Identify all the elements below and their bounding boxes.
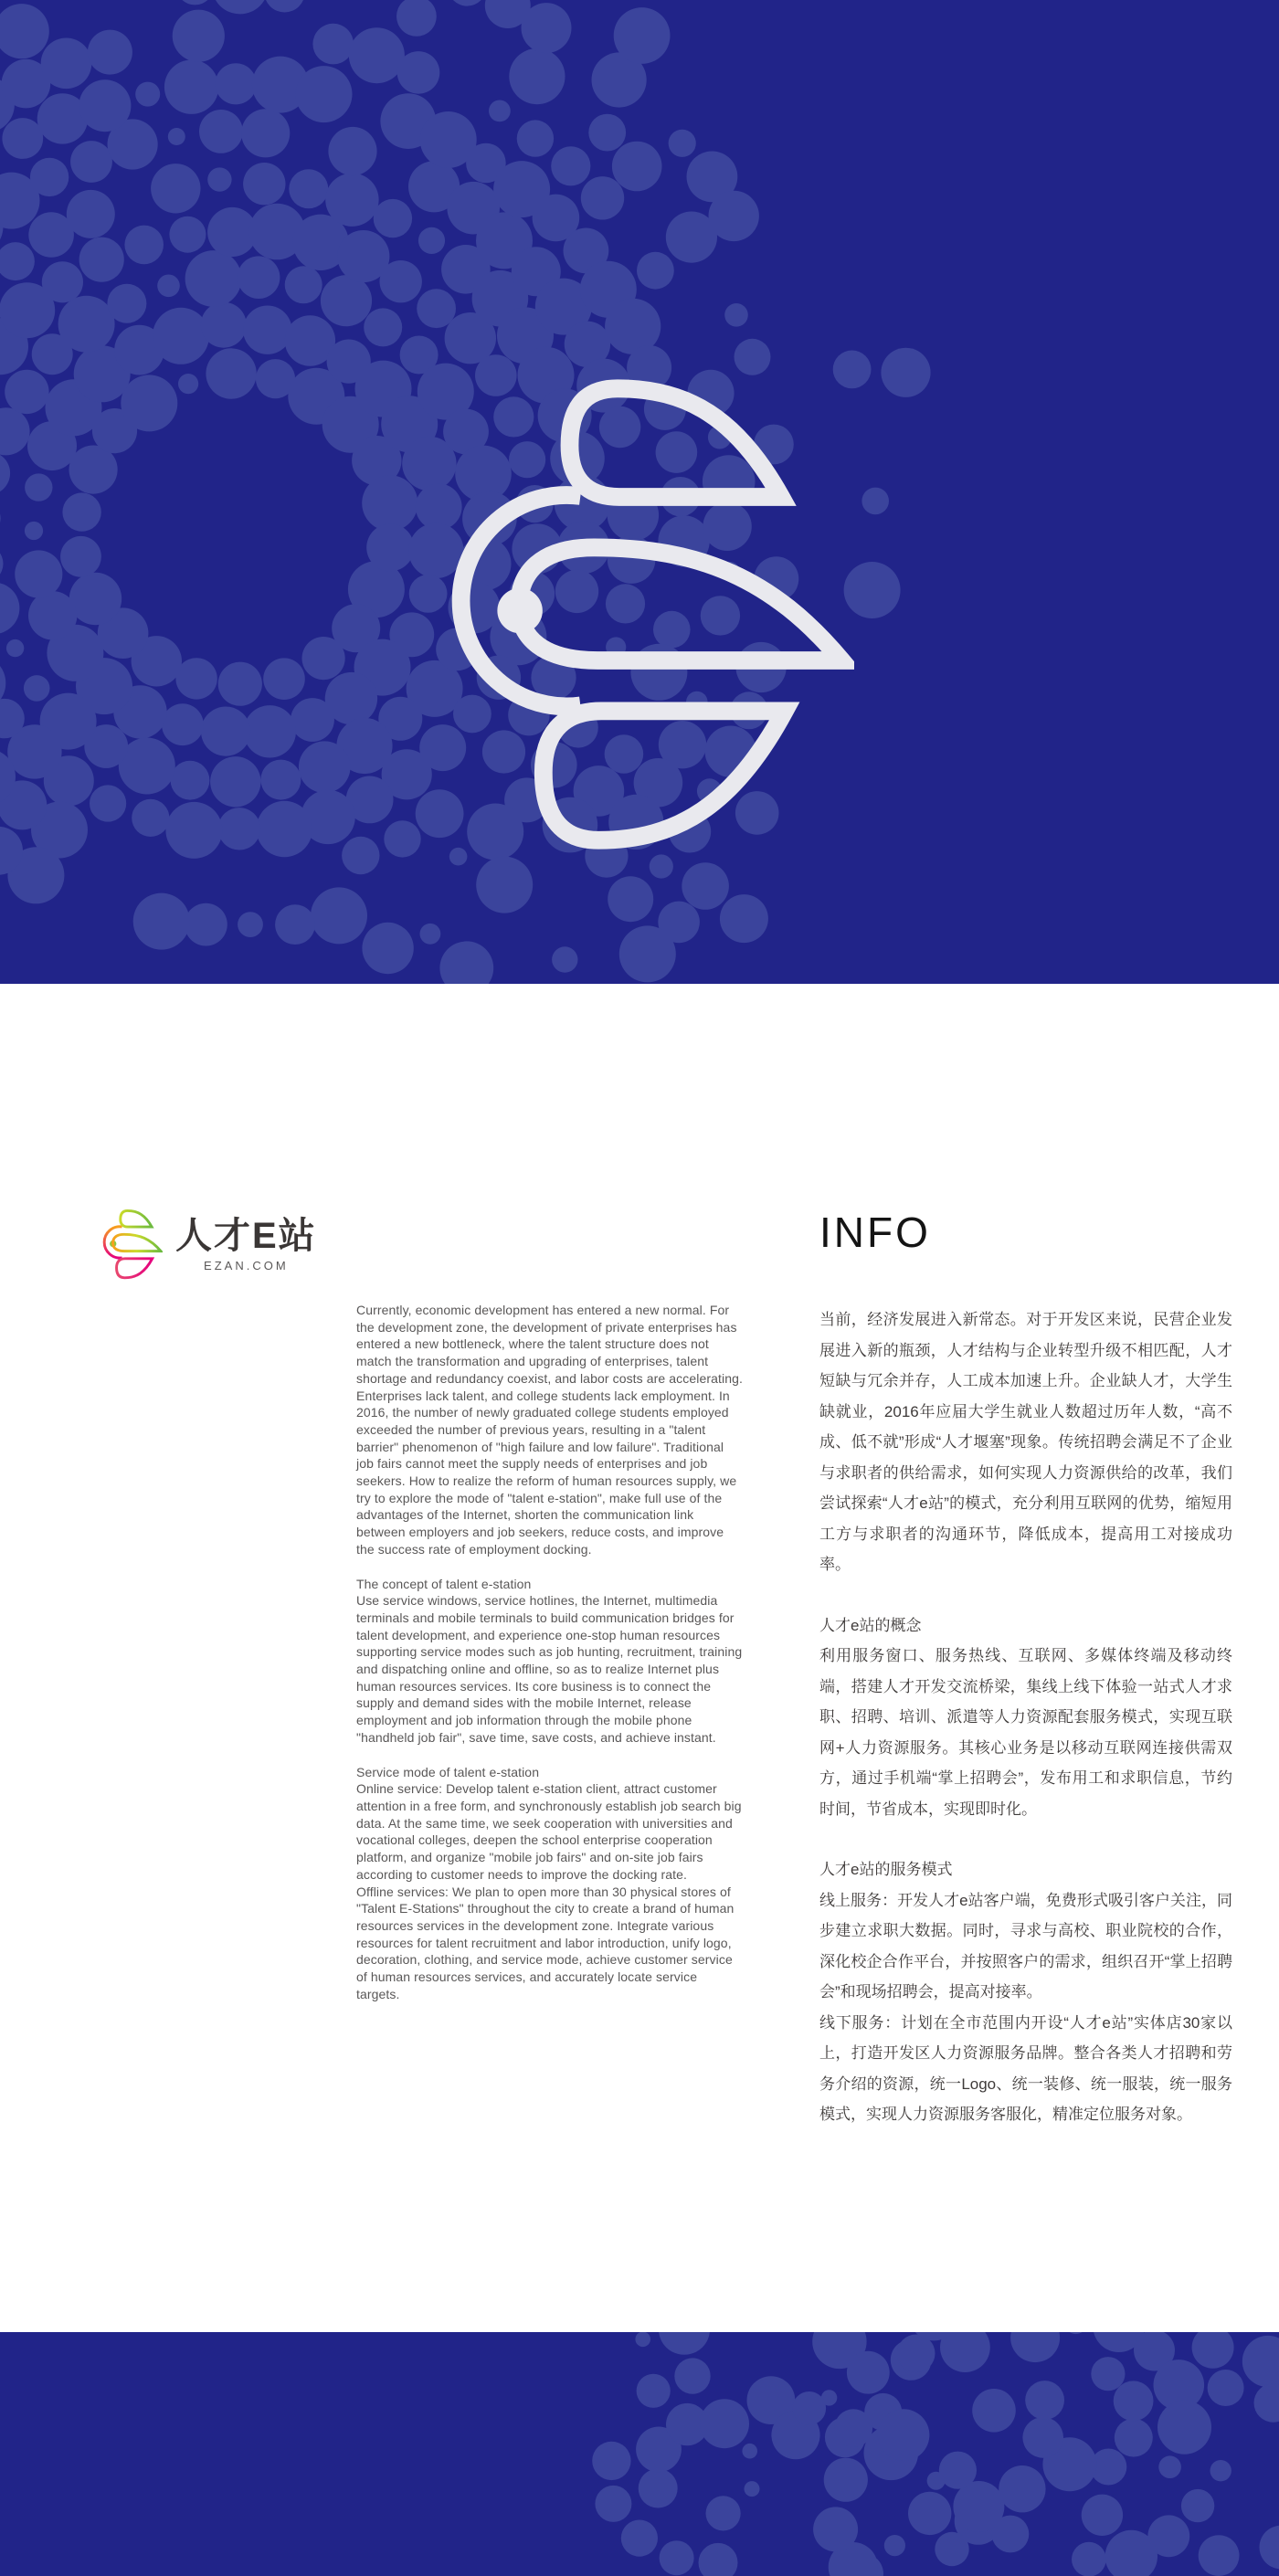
ezan-logo-mark-color-icon (102, 1209, 163, 1280)
paragraph: 利用服务窗口、服务热线、互联网、多媒体终端及移动终端，搭建人才开发交流桥梁，集线上线下体验一站式人才求职、招聘、培训、派遣等人力资源配套服务模式，实现互联网+人力资源服务。其核心业务是以移动互联网连接供需双方，通过手机端“掌上招聘会”，发布用工和求职信息，节约时间，节省成本，实现即时化。 (819, 1647, 1232, 1818)
info-heading: INFO (819, 1209, 931, 1256)
sub-heading: 人才e站的概念 (819, 1616, 922, 1634)
info-text-blocks (819, 1304, 1232, 2130)
paragraph: Online service: Develop talent e-station client, attract customer attention in a free form, and synchronously establish job search big data. At the same time, we seek cooperation with universities and vocational colleges, deepen the school enterprise cooperation platform, and organize "mobile job fairs" and on-site job fairs according to customer needs to improve the docking rate. (356, 1781, 742, 1882)
english-description-column (356, 1302, 744, 2002)
info-column (819, 1211, 1232, 2130)
sub-heading: Service mode of talent e-station (356, 1764, 540, 1779)
sub-heading: 人才e站的服务模式 (819, 1861, 953, 1878)
top-banner (0, 0, 1279, 984)
paragraph: Currently, economic development has entered a new normal. For the development zone, the development of private enterprises has entered a new bottleneck, where the talent structure does not match the transformation and upgrading of enterprises, talent shortage and redundancy coexist, and labor costs are accelerating. Enterprises lack talent, and college students lack employment. In 2016, the number of newly graduated college students employed exceeded the number of previous years, resulting in a "talent barrier" phenomenon of "high failure and low failure". Traditional job fairs cannot meet the supply needs of enterprises and job seekers. How to realize the reform of human resources supply, we try to explore the mode of "talent e-station", make full use of the advantages of the Internet, shorten the communication link between employers and job seekers, reduce costs, and improve the success rate of employment docking. (356, 1303, 743, 1557)
halftone-pattern (0, 2332, 1279, 2576)
brand-domain: EZAN.COM (204, 1259, 289, 1272)
sub-heading: The concept of talent e-station (356, 1576, 532, 1591)
bottom-banner (0, 2332, 1279, 2576)
paragraph: 线上服务：开发人才e站客户端，免费形式吸引客户关注，同步建立求职大数据。同时，寻求与高校、职业院校的合作，深化校企合作平台，并按照客户的需求，组织召开“掌上招聘会”和现场招聘会，提高对接率。 (819, 1891, 1232, 2001)
paragraph: 线下服务：计划在全市范围内开设“人才e站”实体店30家以上，打造开发区人力资源服务品牌。整合各类人才招聘和劳务介绍的资源，统一Logo、统一装修、统一服装，统一服务模式，实现人力资源服务客服化，精准定位服务对象。 (819, 2013, 1232, 2123)
brand-logo-lockup (102, 1209, 317, 1280)
brand-logotype: 人才E站 (175, 1216, 317, 1256)
paragraph: 当前，经济发展进入新常态。对于开发区来说，民营企业发展进入新的瓶颈，人才结构与企业转型升级不相匹配，人才短缺与冗余并存，人工成本加速上升。企业缺人才，大学生缺就业，2016年应届大学生就业人数超过历年人数，“高不成、低不就”形成“人才堰塞”现象。传统招聘会满足不了企业与求职者的供给需求，如何实现人力资源供给的改革，我们尝试探索“人才e站”的模式，充分利用互联网的优势，缩短用工方与求职者的沟通环节，降低成本，提高用工对接成功率。 (819, 1311, 1232, 1573)
ezan-logo-mark-white-icon (448, 379, 854, 854)
paragraph: Use service windows, service hotlines, the Internet, multimedia terminals and mobile terminals to build communication bridges for talent development, and experience one-stop human resources supporting service modes such as job hunting, recruitment, training and dispatching online and offline, so as to realize Internet plus human resources services. Its core business is to connect the supply and demand sides with the mobile Internet, release employment and job information through the mobile phone "handheld job fair", save time, save costs, and achieve instant. (356, 1593, 743, 1745)
paragraph: Offline services: We plan to open more than 30 physical stores of "Talent E-Stations" throughout the city to create a brand of human resources services in the development zone. Integrate various resources for talent recruitment and labor introduction, unify logo, decoration, clothing, and service mode, achieve customer service of human resources services, and accurately locate service targets. (356, 1884, 735, 2001)
brand-text (175, 1217, 317, 1272)
